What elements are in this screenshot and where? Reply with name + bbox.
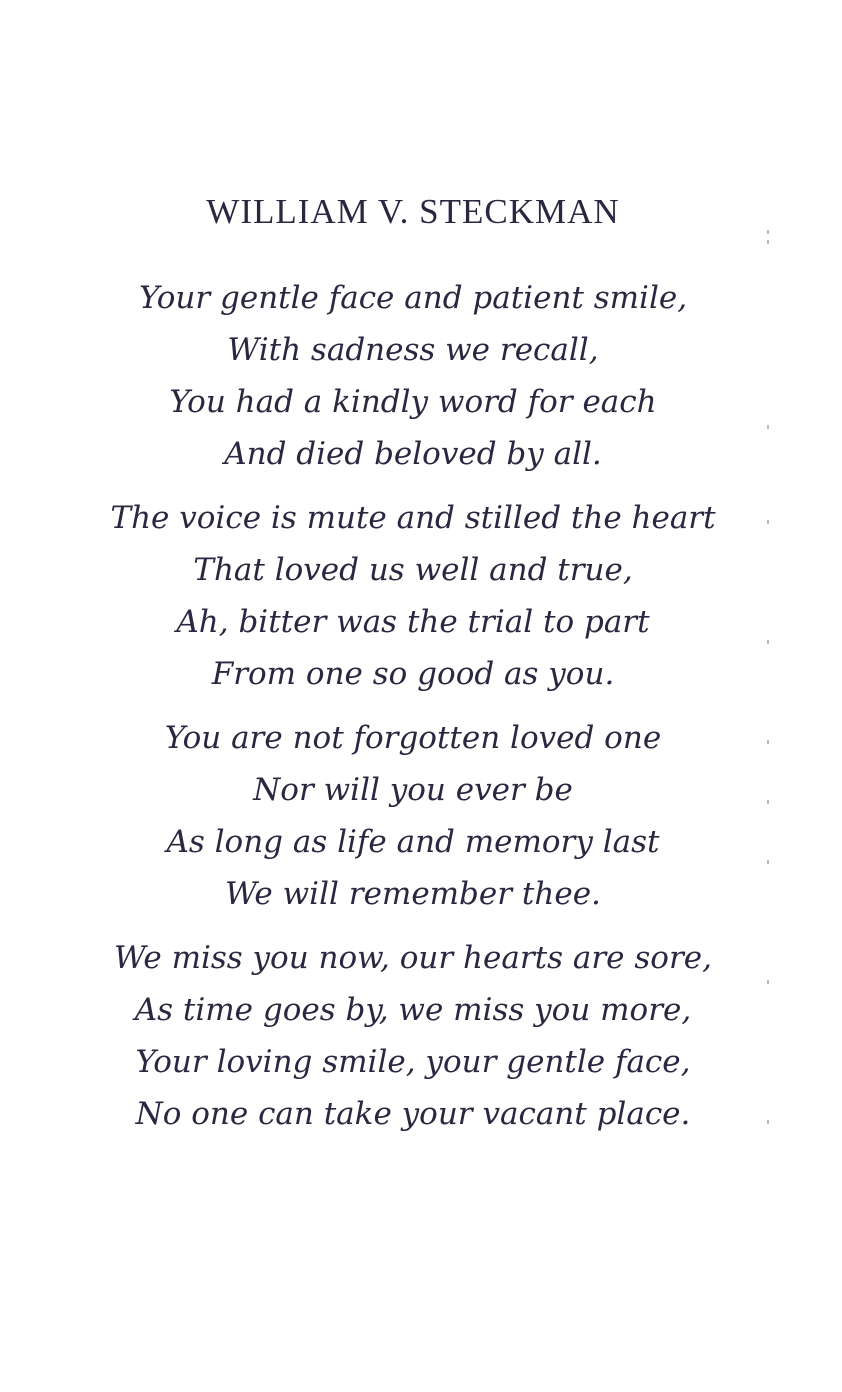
scan-speck (767, 860, 769, 864)
verse-2 (0, 492, 826, 700)
verse-line: We miss you now, our hearts are sore, (114, 940, 712, 976)
scan-speck (767, 740, 769, 744)
scan-speck (767, 230, 769, 234)
scan-speck (767, 520, 769, 524)
scan-speck (767, 1120, 769, 1124)
verse-line: You are not forgotten loved one (164, 720, 662, 756)
verse-line: As time goes by, we miss you more, (134, 992, 692, 1028)
scan-speck (767, 800, 769, 804)
memorial-title: WILLIAM V. STECKMAN (206, 192, 620, 231)
verse-3 (0, 712, 826, 920)
verse-line: From one so good as you. (211, 656, 615, 692)
scan-speck (767, 240, 769, 244)
verse-line: With sadness we recall, (227, 332, 599, 368)
verse-line: As long as life and memory last (166, 824, 660, 860)
verse-line: The voice is mute and stilled the heart (110, 500, 716, 536)
verse-line: Ah, bitter was the trial to part (176, 604, 650, 640)
verse-line: Nor will you ever be (253, 772, 573, 808)
scan-speck (767, 640, 769, 644)
verse-line: That loved us well and true, (193, 552, 633, 588)
scan-speck (767, 425, 769, 429)
verse-line: And died beloved by all. (224, 436, 602, 472)
verse-line: You had a kindly word for each (169, 384, 657, 420)
verse-line: Your loving smile, your gentle face, (135, 1044, 691, 1080)
scan-edge-marks (767, 220, 770, 1160)
verse-4 (0, 932, 826, 1140)
scan-speck (767, 980, 769, 984)
verse-line: We will remember thee. (225, 876, 601, 912)
verse-line: No one can take your vacant place. (135, 1096, 691, 1132)
verse-1 (0, 272, 826, 480)
verse-line: Your gentle face and patient smile, (138, 280, 688, 316)
